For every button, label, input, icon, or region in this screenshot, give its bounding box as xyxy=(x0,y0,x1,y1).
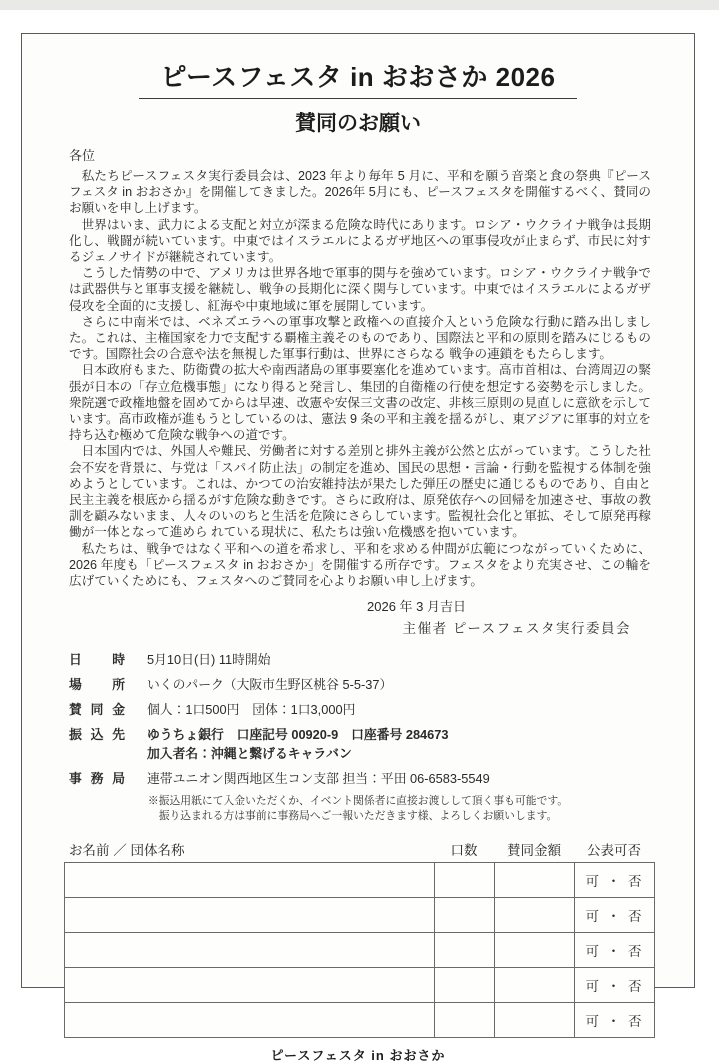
detail-value-transfer xyxy=(147,724,449,762)
signup-table-header xyxy=(64,839,694,859)
name-cell xyxy=(65,1003,435,1038)
detail-label-venue: 場 所 xyxy=(69,677,125,693)
body-paragraph: 私たちピースフェスタ実行委員会は、2023 年より毎年 5 月に、平和を願う音楽と食の祭典『ピースフェスタ in おおさか』を開催してきました。2026年 5月にも、ピースフェスタを開催するべく、賛同のお願いを申し上げます。 xyxy=(69,169,651,216)
signup-table xyxy=(64,862,655,1038)
transfer-holder-line: 加入者名：沖縄と繋げるキャラバン xyxy=(147,746,352,762)
amount-cell xyxy=(495,968,575,1003)
name-cell xyxy=(65,898,435,933)
detail-row-fee xyxy=(69,699,694,718)
detail-row-office xyxy=(69,768,694,787)
name-cell xyxy=(65,863,435,898)
detail-label-fee: 賛 同 金 xyxy=(69,702,125,718)
transfer-account-line: ゆうちょ銀行 口座記号 00920-9 口座番号 284673 xyxy=(147,727,449,743)
scan-artifact-band xyxy=(0,0,719,10)
publish-choice-cell: 可 ・ 否 xyxy=(575,898,655,933)
units-cell xyxy=(435,968,495,1003)
units-cell xyxy=(435,1003,495,1038)
body-text xyxy=(69,168,651,589)
publish-choice-cell: 可 ・ 否 xyxy=(575,1003,655,1038)
date-line: 2026 年 3 月吉日 xyxy=(367,599,466,615)
publish-choice-cell: 可 ・ 否 xyxy=(575,968,655,1003)
detail-label-datetime: 日 時 xyxy=(69,652,125,668)
amount-cell xyxy=(495,933,575,968)
payment-notes xyxy=(22,794,694,824)
header-name-column: お名前 ／ 団体名称 xyxy=(69,843,185,859)
publish-choice-cell: 可 ・ 否 xyxy=(575,933,655,968)
body-paragraph: 私たちは、戦争ではなく平和への道を希求し、平和を求める仲間が広範につながっていくために、2026 年度も「ピースフェスタ in おおさか」を開催する所存です。フェスタをより充実させ、この輪を広げていくためにも、フェスタへのご賛同を心よりお願い申し上げます。 xyxy=(69,541,651,589)
body-paragraph: さらに中南米では、ベネズエラへの軍事攻撃と政権への直接介入という危険な行動に踏み出しました。これは、主権国家を力で支配する覇権主義そのものであり、国際法と平和の原則を踏みにじるものです。国際社会の合意や法を無視した軍事行動は、世界にさらなる 戦争の連鎖をもたらします。 xyxy=(69,314,651,362)
signup-row xyxy=(65,1003,655,1038)
document-title: ピースフェスタ in おおさか 2026 xyxy=(160,62,556,92)
publish-choice-cell: 可 ・ 否 xyxy=(575,863,655,898)
signup-row xyxy=(65,968,655,1003)
header-publish-column: 公表可否 xyxy=(587,843,641,859)
document-page xyxy=(21,33,695,1064)
detail-label-transfer: 振 込 先 xyxy=(69,727,125,743)
name-cell xyxy=(65,968,435,1003)
body-paragraph: こうした情勢の中で、アメリカは世界各地で軍事的関与を強めています。ロシア・ウクライナ戦争では武器供与と軍事支援を継続し、戦争の長期化に深く関与しています。中東ではイスラエルによるガザ侵攻を全面的に支援し、紅海や中東地域に軍を展開しています。 xyxy=(69,266,651,313)
signup-row xyxy=(65,898,655,933)
detail-row-datetime xyxy=(69,649,694,668)
units-cell xyxy=(435,863,495,898)
document-subtitle: 賛同のお願い xyxy=(295,112,421,135)
detail-label-office: 事 務 局 xyxy=(69,771,125,787)
title-underline xyxy=(139,98,577,99)
body-paragraph: 日本政府もまた、防衛費の拡大や南西諸島の軍事要塞化を進めています。高市首相は、台湾周辺の緊張が日本の「存立危機事態」になり得ると発言し、集団的自衛権の行使を想定する姿勢を示しました。衆院選で政権地盤を固めてからは早速、改憲や安保三文書の改定、非核三原則の見直しに意欲を示しています。高市政権が進もうとしているのは、憲法 9 条の平和主義を揺るがし、東アジアに軍事的対立を持ち込む極めて危険な戦争への道です。 xyxy=(69,363,651,443)
event-details xyxy=(69,649,694,787)
signup-row xyxy=(65,933,655,968)
payment-note-line1: ※振込用紙にて入金いただくか、イベント関係者に直接お渡しして頂く事も可能です。 xyxy=(147,795,569,808)
detail-value-datetime: 5月10日(日) 11時開始 xyxy=(147,652,271,668)
units-cell xyxy=(435,933,495,968)
organizer-line: 主催者 ピースフェスタ実行委員会 xyxy=(402,621,631,637)
name-cell xyxy=(65,933,435,968)
detail-value-venue: いくのパーク（大阪市生野区桃谷 5-5-37） xyxy=(147,677,393,693)
detail-row-transfer xyxy=(69,724,694,762)
detail-value-office: 連帯ユニオン関西地区生コン支部 担当：平田 06-6583-5549 xyxy=(147,771,490,787)
signup-row xyxy=(65,863,655,898)
amount-cell xyxy=(495,898,575,933)
amount-cell xyxy=(495,863,575,898)
body-paragraph: 日本国内では、外国人や難民、労働者に対する差別と排外主義が公然と広がっています。こうした社会不安を背景に、与党は「スパイ防止法」の制定を進め、国民の思想・言論・行動を監視する体制を強めようとしています。これは、かつての治安維持法が果たした弾圧の歴史に通じるものであり、自由と民主主義を根底から揺るがす危険な動きです。さらに政府は、原発依存への回帰を加速させ、事故の教訓を顧みないまま、人々のいのちと生活を危険にさらしています。監視社会化と軍拡、そして原発再稼働が一体となって進めら れている現状に、私たちは強い危機感を抱いています。 xyxy=(69,444,651,540)
footer-title: ピースフェスタ in おおさか xyxy=(270,1048,446,1064)
detail-value-fee: 個人：1口500円 団体：1口3,000円 xyxy=(147,702,356,718)
body-paragraph: 世界はいま、武力による支配と対立が深まる危険な時代にあります。ロシア・ウクライナ戦争は長期化し、戦闘が続いています。中東ではイスラエルによるガザ地区への軍事侵攻が止まらず、市民に対するジェノサイドが継続されています。 xyxy=(69,217,651,265)
payment-note-line2: 振り込まれる方は事前に事務局へご一報いただきます様、よろしくお願いします。 xyxy=(158,810,558,823)
detail-row-venue xyxy=(69,674,694,693)
header-amount-column: 賛同金額 xyxy=(507,843,561,859)
units-cell xyxy=(435,898,495,933)
salutation: 各位 xyxy=(69,148,96,163)
amount-cell xyxy=(495,1003,575,1038)
header-units-column: 口数 xyxy=(450,843,478,859)
